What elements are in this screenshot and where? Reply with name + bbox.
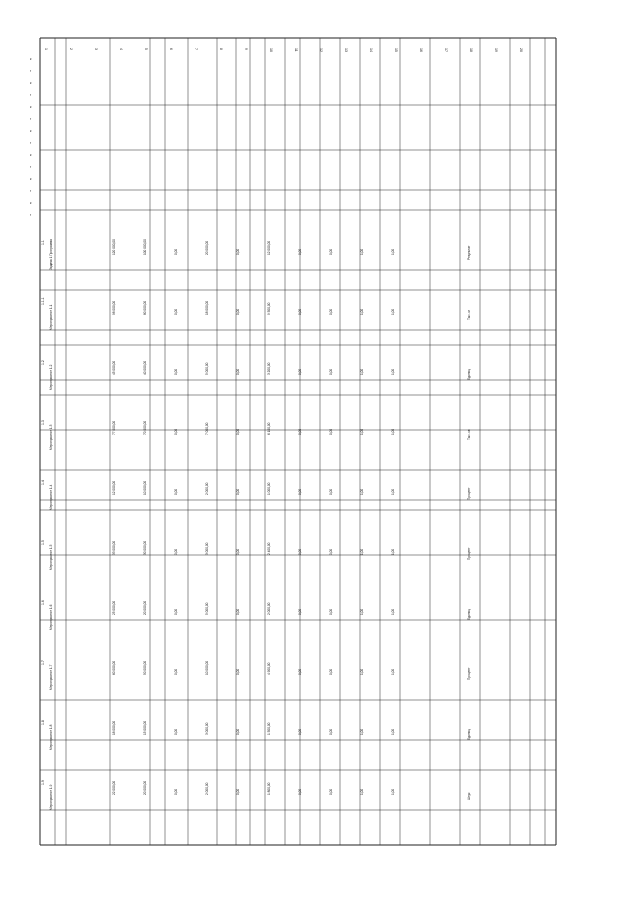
row-title: Мероприятие 1.8 xyxy=(49,724,53,750)
row-value: 25 000,00 xyxy=(112,600,116,615)
column-number: 13 xyxy=(344,48,348,52)
row-value: 1,00 xyxy=(391,428,395,435)
row-value: 0,00 xyxy=(329,488,333,495)
row-unit: Процент xyxy=(467,547,471,560)
row-value: 0,00 xyxy=(298,248,302,255)
row-value: 0,00 xyxy=(329,308,333,315)
row-value: 0,00 xyxy=(236,728,240,735)
row-value: 1,00 xyxy=(391,608,395,615)
column-number: 15 xyxy=(394,48,398,52)
column-number: 6 xyxy=(169,48,173,50)
row-title: Задача 1 Программа xyxy=(49,239,53,270)
row-value: 1,00 xyxy=(360,248,364,255)
row-value: 0,00 xyxy=(298,548,302,555)
row-title: Мероприятие 1.9 xyxy=(49,784,53,810)
row-value: 1,00 xyxy=(391,248,395,255)
row-title: Мероприятие 1.5 xyxy=(49,544,53,570)
row-value: 1 000,00 xyxy=(267,482,271,495)
row-value: 20 000,00 xyxy=(143,600,147,615)
row-value: 1,00 xyxy=(360,488,364,495)
row-title: Мероприятие 1.4 xyxy=(49,484,53,510)
column-number: 18 xyxy=(469,48,473,52)
row-value: 0,00 xyxy=(298,728,302,735)
row-value: 0,00 xyxy=(236,668,240,675)
row-value: 0,00 xyxy=(329,368,333,375)
row-value: 2 000,00 xyxy=(205,482,209,495)
side-marker: г xyxy=(30,117,32,121)
row-unit: Тыс. м xyxy=(467,310,471,320)
row-value: 0,00 xyxy=(236,368,240,375)
row-value: 9 500,00 xyxy=(267,302,271,315)
row-value: 0,00 xyxy=(329,248,333,255)
row-value: 0,00 xyxy=(174,728,178,735)
row-value: 1,00 xyxy=(360,308,364,315)
column-number: 4 xyxy=(119,48,123,50)
row-value: 1,00 xyxy=(360,788,364,795)
row-value: 0,00 xyxy=(298,428,302,435)
row-value: 0,00 xyxy=(174,308,178,315)
row-value: 5 000,00 xyxy=(205,362,209,375)
row-value: 6 100,00 xyxy=(267,422,271,435)
row-value: 70 000,00 xyxy=(143,420,147,435)
side-marker: к xyxy=(30,201,32,205)
row-value: 0,00 xyxy=(236,248,240,255)
row-value: 2 000,00 xyxy=(205,782,209,795)
row-value: 3 000,00 xyxy=(205,722,209,735)
column-number: 3 xyxy=(94,48,98,50)
row-value: 1 800,00 xyxy=(267,782,271,795)
row-value: 1,00 xyxy=(391,728,395,735)
column-number: 1 xyxy=(44,48,48,50)
row-value: 0,00 xyxy=(298,308,302,315)
row-value: 5 000,00 xyxy=(205,602,209,615)
row-value: 12 000,00 xyxy=(267,240,271,255)
row-value: 1,00 xyxy=(391,548,395,555)
column-number: 11 xyxy=(294,48,298,52)
row-value: 12 000,00 xyxy=(112,480,116,495)
row-value: 1,00 xyxy=(391,788,395,795)
row-value: 0,00 xyxy=(236,488,240,495)
row-value: 0,00 xyxy=(174,788,178,795)
row-value: 7 000,00 xyxy=(205,422,209,435)
column-number: 14 xyxy=(369,48,373,52)
side-marker: г xyxy=(30,141,32,145)
row-code: 1.6 xyxy=(41,600,45,605)
row-code: 1.9 xyxy=(41,780,45,785)
row-value: 0,00 xyxy=(174,548,178,555)
column-number: 16 xyxy=(419,48,423,52)
row-unit: Процент xyxy=(467,487,471,500)
row-value: 1,00 xyxy=(360,608,364,615)
column-number: 20 xyxy=(519,48,523,52)
row-value: 0,00 xyxy=(298,608,302,615)
row-value: 1,00 xyxy=(391,308,395,315)
side-marker: г xyxy=(30,69,32,73)
row-value: 4 900,00 xyxy=(267,662,271,675)
side-marker: г xyxy=(30,213,32,217)
row-unit: Результат xyxy=(467,245,471,260)
row-value: 0,00 xyxy=(329,668,333,675)
row-value: 1,00 xyxy=(360,368,364,375)
side-marker: к xyxy=(30,153,32,157)
side-marker: к xyxy=(30,57,32,61)
row-value: 20 000,00 xyxy=(205,240,209,255)
row-value: 0,00 xyxy=(174,248,178,255)
row-value: 0,00 xyxy=(236,788,240,795)
row-code: 1.3 xyxy=(41,420,45,425)
row-value: 0,00 xyxy=(329,608,333,615)
row-value: 0,00 xyxy=(298,488,302,495)
row-title: Мероприятие 1.6 xyxy=(49,604,53,630)
column-number: 9 xyxy=(244,48,248,50)
row-value: 1,00 xyxy=(391,488,395,495)
row-value: 120 000,00 xyxy=(112,239,116,255)
row-value: 0,00 xyxy=(329,788,333,795)
row-code: 1.8 xyxy=(41,720,45,725)
row-value: 30 000,00 xyxy=(143,540,147,555)
row-value: 0,00 xyxy=(174,368,178,375)
row-value: 15 000,00 xyxy=(143,720,147,735)
row-value: 0,00 xyxy=(174,608,178,615)
row-value: 0,00 xyxy=(174,488,178,495)
row-code: 1.4 xyxy=(41,480,45,485)
row-value: 0,00 xyxy=(298,668,302,675)
side-marker: г xyxy=(30,165,32,169)
row-value: 2 400,00 xyxy=(267,542,271,555)
row-unit: Единиц xyxy=(467,368,471,380)
column-number: 17 xyxy=(444,48,448,52)
row-code: 1.5 xyxy=(41,540,45,545)
row-value: 20 000,00 xyxy=(143,780,147,795)
row-value: 0,00 xyxy=(236,548,240,555)
row-value: 10 000,00 xyxy=(205,660,209,675)
side-marker: к xyxy=(30,177,32,181)
row-title: Мероприятие 1.3 xyxy=(49,424,53,450)
side-marker: г xyxy=(30,93,32,97)
row-value: 0,00 xyxy=(298,368,302,375)
row-value: 18 000,00 xyxy=(205,300,209,315)
row-value: 1,00 xyxy=(391,368,395,375)
row-value: 50 000,00 xyxy=(143,660,147,675)
side-marker: к xyxy=(30,105,32,109)
row-unit: Единиц xyxy=(467,608,471,620)
row-value: 3 000,00 xyxy=(205,542,209,555)
row-value: 0,00 xyxy=(236,608,240,615)
row-value: 80 000,00 xyxy=(143,300,147,315)
row-value: 22 000,00 xyxy=(112,780,116,795)
row-value: 60 000,00 xyxy=(112,660,116,675)
side-marker: к xyxy=(30,129,32,133)
row-code: 1.2 xyxy=(41,360,45,365)
row-value: 100 000,00 xyxy=(143,239,147,255)
column-number: 10 xyxy=(269,48,273,52)
row-value: 0,00 xyxy=(329,548,333,555)
row-title: Мероприятие 1.1 xyxy=(49,304,53,330)
row-code: 1.7 xyxy=(41,660,45,665)
row-value: 3 200,00 xyxy=(267,362,271,375)
column-number: 8 xyxy=(219,48,223,50)
row-title: Мероприятие 1.7 xyxy=(49,664,53,690)
row-value: 33 000,00 xyxy=(112,540,116,555)
side-marker: к xyxy=(30,81,32,85)
row-value: 1 500,00 xyxy=(267,722,271,735)
row-value: 2 000,00 xyxy=(267,602,271,615)
column-number: 7 xyxy=(194,48,198,50)
column-number: 19 xyxy=(494,48,498,52)
row-value: 98 000,00 xyxy=(112,300,116,315)
row-value: 40 000,00 xyxy=(143,360,147,375)
row-value: 0,00 xyxy=(298,788,302,795)
row-unit: Тыс. кв xyxy=(467,429,471,440)
row-value: 45 000,00 xyxy=(112,360,116,375)
row-unit: Процент xyxy=(467,667,471,680)
side-marker: г xyxy=(30,189,32,193)
row-code: 1.1 xyxy=(41,240,45,245)
row-unit: Штук xyxy=(467,792,471,800)
row-value: 1,00 xyxy=(360,668,364,675)
row-value: 1,00 xyxy=(360,548,364,555)
row-value: 1,00 xyxy=(391,668,395,675)
row-value: 0,00 xyxy=(236,428,240,435)
row-value: 18 000,00 xyxy=(112,720,116,735)
row-code: 1.1.1 xyxy=(41,297,45,305)
row-value: 0,00 xyxy=(174,428,178,435)
row-value: 0,00 xyxy=(174,668,178,675)
row-value: 77 000,00 xyxy=(112,420,116,435)
row-value: 1,00 xyxy=(360,728,364,735)
row-value: 0,00 xyxy=(329,428,333,435)
column-number: 5 xyxy=(144,48,148,50)
row-value: 0,00 xyxy=(329,728,333,735)
row-unit: Единиц xyxy=(467,728,471,740)
row-value: 1,00 xyxy=(360,428,364,435)
row-value: 0,00 xyxy=(236,308,240,315)
column-number: 12 xyxy=(319,48,323,52)
row-title: Мероприятие 1.2 xyxy=(49,364,53,390)
row-value: 10 000,00 xyxy=(143,480,147,495)
column-number: 2 xyxy=(69,48,73,50)
